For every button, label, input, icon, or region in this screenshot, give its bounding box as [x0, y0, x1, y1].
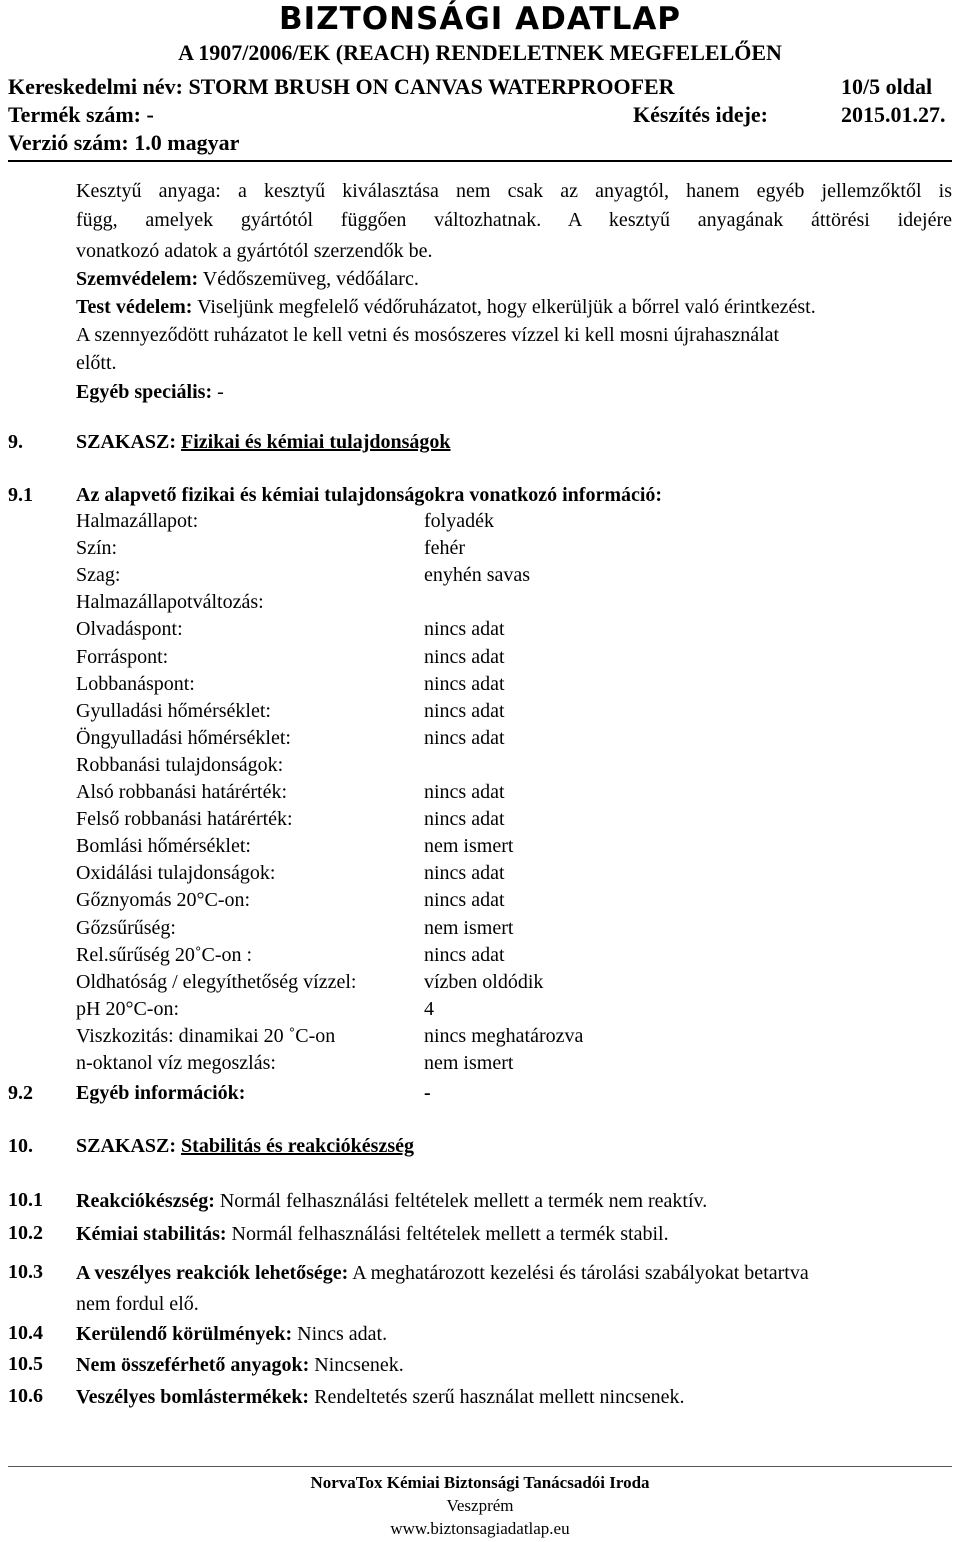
property-value: 4 — [424, 998, 434, 1020]
item-10-6-label: Veszélyes bomlástermékek: — [76, 1386, 310, 1408]
item-10-6-text: Rendeltetés szerű használat mellett nincsenek. — [309, 1386, 685, 1408]
property-label: Rel.sűrűség 20˚C-on : — [76, 944, 253, 966]
section-10-prefix: SZAKASZ: — [76, 1135, 182, 1157]
item-10-2-text: Normál felhasználási feltételek mellett a termék stabil. — [226, 1223, 669, 1245]
version: Verzió szám: 1.0 magyar — [8, 130, 240, 155]
property-label: Halmazállapotváltozás: — [76, 591, 264, 613]
glove-line-1: Kesztyű anyaga: a kesztyű kiválasztása nem csak az anyagtól, hanem egyéb jellemzőktől is — [76, 180, 952, 202]
page-number: 10/5 oldal — [841, 74, 933, 99]
eye-protection-text: Védőszemüveg, védőálarc. — [198, 268, 419, 290]
item-10-4-label: Kerülendő körülmények: — [76, 1323, 293, 1345]
property-label: Szín: — [76, 537, 118, 559]
body-protection-label: Test védelem: — [76, 296, 193, 318]
glove-line-2: függ, amelyek gyártótól függően változhatnak. A kesztyű anyagának áttörési idejére — [76, 209, 952, 231]
item-10-3-label: A veszélyes reakciók lehetősége: — [76, 1262, 349, 1284]
property-label: Robbanási tulajdonságok: — [76, 754, 284, 776]
other-special-text: - — [212, 381, 224, 403]
property-value: nincs adat — [424, 889, 505, 911]
property-label: Lobbanáspont: — [76, 673, 195, 695]
property-value: nincs adat — [424, 618, 505, 640]
trade-name: Kereskedelmi név: STORM BRUSH ON CANVAS WATERPROOFER — [8, 74, 675, 99]
property-value: nincs adat — [424, 700, 505, 722]
property-label: Viszkozitás: dinamikai 20 ˚C-on — [76, 1025, 336, 1047]
property-label: Oldhatóság / elegyíthetőség vízzel: — [76, 971, 357, 993]
property-label: Felső robbanási határérték: — [76, 808, 293, 830]
subsection-9-2-title: Egyéb információk: — [76, 1082, 246, 1104]
property-value: nincs adat — [424, 944, 505, 966]
property-label: Gőzsűrűség: — [76, 917, 176, 939]
item-10-4-text: Nincs adat. — [292, 1323, 388, 1345]
item-10-5-number: 10.5 — [8, 1353, 43, 1375]
section-10-title: Stabilitás és reakciókészség — [181, 1135, 414, 1157]
item-10-6 — [76, 1383, 685, 1412]
item-10-1 — [76, 1187, 707, 1216]
item-10-4-number: 10.4 — [8, 1322, 43, 1344]
property-value: nincs adat — [424, 862, 505, 884]
item-10-1-number: 10.1 — [8, 1189, 43, 1211]
property-label: pH 20°C-on: — [76, 998, 179, 1020]
property-value: nem ismert — [424, 917, 514, 939]
document-title: BIZTONSÁGI ADATLAP — [278, 1, 682, 37]
property-label: Gyulladási hőmérséklet: — [76, 700, 271, 722]
subsection-9-1-number: 9.1 — [8, 484, 33, 506]
property-value: nincs meghatározva — [424, 1025, 584, 1047]
section-9-heading — [76, 431, 451, 454]
property-label: Oxidálási tulajdonságok: — [76, 862, 276, 884]
eye-protection — [76, 265, 419, 294]
prep-date: 2015.01.27. — [841, 102, 946, 127]
item-10-2 — [76, 1220, 669, 1249]
section-10-heading — [76, 1135, 414, 1158]
property-label: Öngyulladási hőmérséklet: — [76, 727, 291, 749]
other-special — [76, 378, 224, 407]
property-value: folyadék — [424, 510, 494, 532]
item-10-5-label: Nem összeférhető anyagok: — [76, 1354, 310, 1376]
item-10-3-line-2: nem fordul elő. — [76, 1293, 199, 1315]
property-label: n-oktanol víz megoszlás: — [76, 1052, 276, 1074]
subsection-9-2-number: 9.2 — [8, 1082, 33, 1104]
body-protection-line-3: előtt. — [76, 352, 117, 374]
property-label: Szag: — [76, 564, 121, 586]
other-special-label: Egyéb speciális: — [76, 381, 213, 403]
section-9-prefix: SZAKASZ: — [76, 431, 182, 453]
property-label: Bomlási hőmérséklet: — [76, 835, 251, 857]
subsection-9-2-value: - — [424, 1082, 431, 1104]
item-10-4 — [76, 1320, 387, 1349]
item-10-6-number: 10.6 — [8, 1385, 43, 1407]
header-divider — [8, 160, 952, 162]
prep-date-label: Készítés ideje: — [633, 102, 768, 127]
body-protection — [76, 293, 816, 322]
item-10-5-text: Nincsenek. — [309, 1354, 404, 1376]
item-10-2-number: 10.2 — [8, 1222, 43, 1244]
footer-divider — [8, 1466, 952, 1467]
subsection-9-1-title: Az alapvető fizikai és kémiai tulajdonságokra vonatkozó információ: — [76, 484, 663, 506]
property-label: Forráspont: — [76, 646, 169, 668]
body-protection-text: Viseljünk megfelelő védőruházatot, hogy elkerüljük a bőrrel való érintkezést. — [192, 296, 816, 318]
document-subtitle: A 1907/2006/EK (REACH) RENDELETNEK MEGFELELŐEN — [178, 40, 782, 65]
property-value: fehér — [424, 537, 466, 559]
section-10-number: 10. — [8, 1135, 33, 1157]
section-9-number: 9. — [8, 431, 23, 453]
section-9-title: Fizikai és kémiai tulajdonságok — [181, 431, 451, 453]
item-10-1-label: Reakciókészség: — [76, 1190, 215, 1212]
property-value: nincs adat — [424, 646, 505, 668]
property-value: vízben oldódik — [424, 971, 544, 993]
item-10-1-text: Normál felhasználási feltételek mellett a termék nem reaktív. — [214, 1190, 708, 1212]
property-value: nem ismert — [424, 1052, 514, 1074]
property-value: nincs adat — [424, 808, 505, 830]
item-10-2-label: Kémiai stabilitás: — [76, 1223, 227, 1245]
item-10-3 — [76, 1259, 809, 1288]
product-number: Termék szám: - — [8, 102, 154, 127]
glove-line-3: vonatkozó adatok a gyártótól szerzendők be. — [76, 240, 433, 262]
property-label: Alsó robbanási határérték: — [76, 781, 288, 803]
footer-organization: NorvaTox Kémiai Biztonsági Tanácsadói Iroda — [310, 1473, 650, 1492]
item-10-5 — [76, 1351, 404, 1380]
item-10-3-number: 10.3 — [8, 1261, 43, 1283]
property-label: Halmazállapot: — [76, 510, 199, 532]
property-value: nincs adat — [424, 727, 505, 749]
item-10-3-text: A meghatározott kezelési és tárolási szabályokat betartva — [348, 1262, 809, 1284]
property-label: Olvadáspont: — [76, 618, 183, 640]
footer-url[interactable]: www.biztonsagiadatlap.eu — [390, 1519, 570, 1538]
property-value: nincs adat — [424, 781, 505, 803]
property-value: enyhén savas — [424, 564, 531, 586]
property-value: nem ismert — [424, 835, 514, 857]
body-protection-line-2: A szennyeződött ruházatot le kell vetni és mosószeres vízzel ki kell mosni újrahasználat — [76, 324, 780, 346]
property-value: nincs adat — [424, 673, 505, 695]
footer-city: Veszprém — [446, 1496, 514, 1515]
eye-protection-label: Szemvédelem: — [76, 268, 199, 290]
property-label: Gőznyomás 20°C-on: — [76, 889, 251, 911]
